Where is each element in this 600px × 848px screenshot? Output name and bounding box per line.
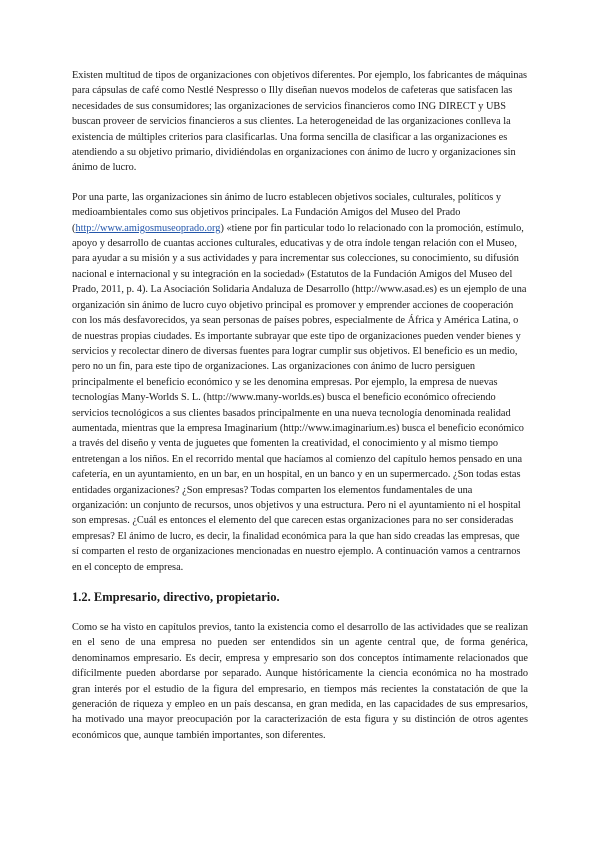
paragraph-entrepreneur: Como se ha visto en capítulos previos, tanto la existencia como el desarrollo de las actividades que se realizan en el seno de una empresa no pueden ser entendidos sin un agente central que, de forma genérica, denominamos empresario. Es decir, empresa y empresario son dos conceptos íntimamente relacionados que difícilmente pueden abordarse por separado. Aunque históricamente la ciencia económica no ha mostrado gran interés por el estudio de la figura del empresario, en tiempos más recientes la constatación de que la generación de riqueza y empleo en un país descansa, en gran medida, en las capacidades de sus empresarios, ha motivado una mayor preocupación por la caracterización de esta figura y su distinción de otros agentes económicos que, aunque también importantes, son diferentes. xyxy=(72,622,528,741)
paragraph-text-before-link: Por una parte, las organizaciones sin ánimo de lucro establecen objetivos sociales, culturales, políticos y medioambientales como sus objetivos principales. La Fundación Amigos del Museo del Prado ( xyxy=(72,191,502,234)
paragraph-nonprofit-organizations xyxy=(72,190,528,575)
paragraph-text-after-link: ) «tiene por fin particular todo lo relacionado con la promoción, estímulo, apoyo y desarrollo de cuantas acciones culturales, educativas y de otra índole tengan relación con el Museo, para ayudar a su misión y a sus actividades y para incrementar sus colecciones, su conocimiento, su difusión nacional e internacional y su integración en la sociedad» (Estatutos de la Fundación Amigos del Museo del Prado, 2011, p. 4). La Asociación Solidaria Andaluza de Desarrollo (http://www.asad.es) es un ejemplo de una organización sin ánimo de lucro cuyo objetivo principal es promover y emprender acciones de cooperación con los más desfavorecidos, ya sean personas de países pobres, especialmente de África y América Latina, o de nuestras propias ciudades. Es importante subrayar que este tipo de organizaciones pueden vender bienes y servicios y recolectar dinero de diversas fuentes para lograr cumplir sus objetivos. El beneficio es un medio, pero no un fin, para este tipo de organizaciones. Las organizaciones con ánimo de lucro persiguen principalmente el beneficio económico y se les denomina empresas. Por ejemplo, la empresa de nuevas tecnologías Many-Worlds S. L. (http://www.many-worlds.es) busca el beneficio económico ofreciendo servicios tecnológicos a sus clientes basados principalmente en una nueva tecnología denominada realidad aumentada, mientras que la empresa Imaginarium (http://www.imaginarium.es) busca el beneficio económico a través del diseño y venta de juguetes que fomenten la creatividad, el conocimiento y al mismo tiempo entretengan a los niños. En el recorrido mental que hacíamos al comienzo del capítulo hemos pensado en una cafetería, en un ayuntamiento, en un bar, en un hospital, en un banco y en un supermercado. ¿Son todas estas entidades organizaciones? ¿Son empresas? Todas comparten los elementos fundamentales de una organización: un conjunto de recursos, unos objetivos y una estructura. Pero ni el ayuntamiento ni el hospital son empresas. ¿Cuál es entonces el elemento del que carecen estas organizaciones para no ser consideradas empresas? El ánimo de lucro, es decir, la finalidad económica para la que han sido creadas las empresas, que sí comparten el resto de organizaciones mencionadas en nuestro ejemplo. A continuación vamos a centrarnos en el concepto de empresa. xyxy=(72,222,527,573)
section-heading: 1.2. Empresario, directivo, propietario. xyxy=(72,590,280,604)
paragraph-organization-types: Existen multitud de tipos de organizaciones con objetivos diferentes. Por ejemplo, los fabricantes de máquinas para cápsulas de café como Nestlé Nespresso o Illy diseñan nuevos modelos de cafeteras que satisfacen las necesidades de sus consumidores; las organizaciones de servicios financieros como ING DIRECT y UBS buscan proveer de servicios financieros a sus clientes. La heterogeneidad de las organizaciones conlleva la existencia de múltiples criterios para clasificarlas. Una forma sencilla de clasificar a las organizaciones es atendiendo a su objetivo primario, dividiéndolas en organizaciones con ánimo de lucro y organizaciones sin ánimo de lucro. xyxy=(72,70,528,174)
prado-foundation-link[interactable]: http://www.amigosmuseoprado.org xyxy=(75,222,221,234)
